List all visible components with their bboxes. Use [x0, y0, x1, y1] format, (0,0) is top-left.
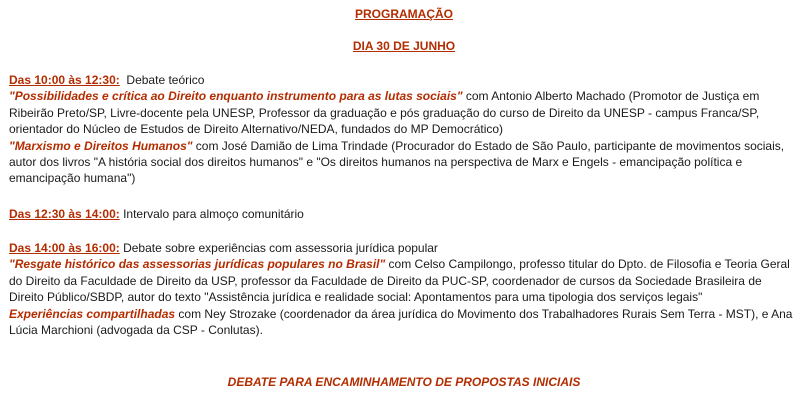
talk-speaker-info: com Ney Strozake (coordenador da área jurídica do Movimento dos Trabalhadores Rurais Sem Terra - MST), e Ana Lúcia Marchioni (advogada da CSP - Conlutas).: [9, 306, 793, 338]
talk-speaker-info: com José Damião de Lima Trindade (Procurador do Estado de São Paulo, participante de movimentos sociais, autor dos livros "A história social dos direitos humanos" e "Os direitos humanos na perspectiva de Marx e Engels - emancipação política e emancipação humana"): [9, 138, 785, 186]
talk-entry: [9, 256, 799, 305]
session-description: Intervalo para almoço comunitário: [123, 207, 304, 221]
talk-topic: "Possibilidades e crítica ao Direito enquanto instrumento para as lutas sociais": [9, 89, 463, 104]
talk-entry: [9, 306, 799, 339]
session-time-line: [9, 206, 799, 222]
talk-entry: [9, 88, 799, 137]
talk-speaker-info: com Celso Campilongo, professo titular do Dpto. de Filosofia e Teoria Geral do Direito da Faculdade de Direito da USP, professor da Faculdade de Direito da PUC-SP, coordenador de cursos da Sociedade Brasileira de Direito Público/SBDP, autor do texto "Assistência jurídica e realidade social: Apontamentos para uma tipologia dos serviços legais": [9, 257, 790, 305]
session-time-line: [9, 240, 799, 256]
talk-topic: "Marxismo e Direitos Humanos": [9, 138, 193, 153]
day-heading: DIA 30 DE JUNHO: [352, 39, 456, 53]
session-time-line: [9, 72, 799, 88]
program-heading: PROGRAMAÇÃO: [355, 7, 453, 21]
session-description: Debate teórico: [126, 73, 205, 87]
session-time: Das 10:00 às 12:30:: [9, 73, 120, 87]
session-time: Das 12:30 às 14:00:: [9, 207, 120, 221]
talk-entry: [9, 138, 799, 187]
session-description: Debate sobre experiências com assessoria jurídica popular: [123, 241, 438, 255]
session-block: [9, 240, 799, 338]
session-block: [9, 206, 799, 222]
talk-topic: Experiências compartilhadas: [9, 306, 176, 321]
closing-statement: DEBATE PARA ENCAMINHAMENTO DE PROPOSTAS INICIAIS: [227, 375, 581, 389]
talk-topic: "Resgate histórico das assessorias jurídicas populares no Brasil": [9, 257, 386, 272]
talk-speaker-info: com Antonio Alberto Machado (Promotor de Justiça em Ribeirão Preto/SP, Livre-docente pela UNESP, Professor da graduação e pós graduação do curso de Direito da UNESP - campus Franca/SP, orientador do Núcleo de Estudos de Direito Alternativo/NEDA, fundados do MP Democrático): [9, 89, 760, 137]
session-block: [9, 72, 799, 187]
session-time: Das 14:00 às 16:00:: [9, 241, 120, 255]
